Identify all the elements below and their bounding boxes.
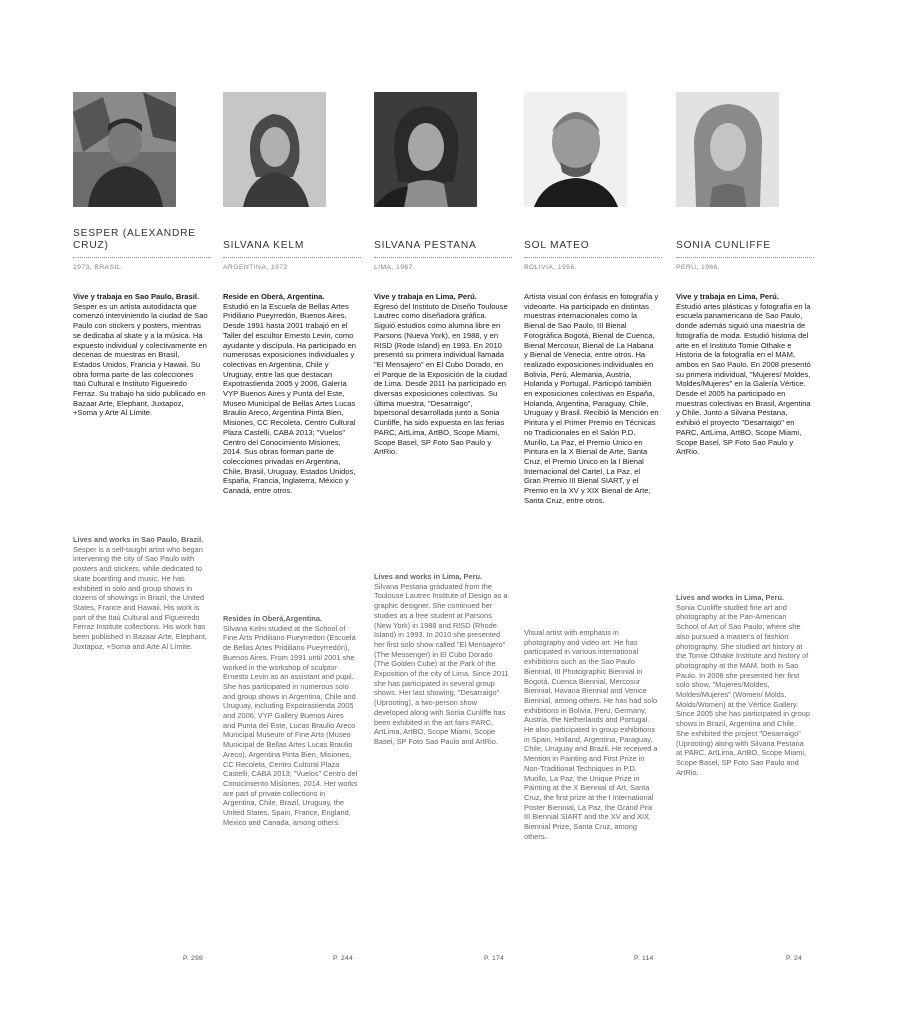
bio-spanish-text: Artista visual con énfasis en fotografía y videoarte. Ha participado en distintas muestras internacionales como la Bienal de Sao Paulo, III Bienal Fotográfica Bogotá, Bienal de Cuenca, Bienal Mercosur, Bienal de La Habana y Bienal de Venecia, entre otros. Ha realizado exposiciones individuales en Bolivia, Perú, Alemania, Austria, Holanda y Portugal. Participó también en exposiciones colectivas en España, Holanda, Argentina, Paraguay, Chile, Uruguay y Brasil. Recibió la Mención en Pintura y el Primer Premio en Técnicas no Tradicionales en el Salón P.D. Murillo, La Paz, el Premio Único en Pintura en la X Bienal de Arte, Santa Cruz, el Premio Único en la I Bienal Internacional del Cartel, La Paz, el Gran Premio III Bienal SIART, y el Premio en la XV y XIX Bienal de Arte, Santa Cruz, entre otros.: [524, 292, 659, 505]
bio-english-heading: Lives and works in Lima, Peru.: [676, 593, 785, 602]
bio-english: [374, 572, 509, 747]
bio-english: [524, 628, 659, 841]
page-reference: P. 174: [484, 955, 504, 962]
divider: [676, 257, 814, 258]
page-reference: P. 114: [634, 955, 654, 962]
artist-portrait-photo: [374, 92, 477, 207]
artist-name: SILVANA KELM: [223, 240, 305, 251]
artist-origin: ARGENTINA, 1972: [223, 264, 288, 271]
bio-spanish-text: Estudió en la Escuela de Bellas Artes Pridiliano Pueyrredón, Buenos Aires. Desde 1991 hasta 2001 trabajó en el Taller del escultor Ernesto Levin, como ayudante y discípula. Ha participado en numerosas exposiciones individuales y colectivas en Argentina, Chile y Uruguay, entre las que destacan Expotrastienda 2005 y 2006, Galería VYP Buenos Aires y Punta del Este, Museo Municipal de Bellas Artes Lucas Braulio Areco, Argentina Pinta Bien, Misiones, CC Recoleta, Centro Cultural Plaza Castelli, CABA 2013; "Vuelos" Centro del Conocimiento Misiones, 2014. Sus obras forman parte de colecciones privadas en Argentina, Chile, Brasil, Uruguay, Estados Unidos, España, Francia, Inglaterra, México y Canadá, entre otros.: [223, 301, 356, 496]
artist-origin: 1973, BRASIL.: [73, 264, 124, 271]
bio-english-heading: Lives and works in Sao Paulo, Brazil.: [73, 535, 204, 544]
bio-english-heading: Lives and works in Lima, Peru.: [374, 572, 483, 581]
artist-portrait-photo: [676, 92, 779, 207]
artist-portrait-photo: [524, 92, 627, 207]
bio-spanish-text: Sesper es un artista autodidacta que comenzó interviniendo la ciudad de Sao Paulo con stickers y posters, mientras se dedicaba al skate y a la música. Ha expuesto individual y colectivamente en decenas de muestras en Brasil, Estados Unidos, Francia y Hawaii. Su obra forma parte de las colecciones Itaú Cultural e Instituto Figueiredo Ferraz. Su trabajo ha sido publicado en Bazaar Arte, Elephant, Juxtapoz, +Soma y Arte Al Límite.: [73, 301, 208, 418]
artist-column-silvana-kelm: [223, 0, 365, 1024]
artist-origin: LIMA, 1967.: [374, 264, 416, 271]
divider: [73, 257, 211, 258]
bio-english: [223, 614, 358, 827]
bio-spanish-heading: Vive y trabaja en Sao Paulo, Brasil.: [73, 292, 200, 301]
bio-spanish: [374, 292, 509, 457]
bio-english: [73, 535, 208, 651]
bio-spanish-heading: Vive y trabaja en Lima, Perú.: [676, 292, 779, 301]
bio-english: [676, 593, 811, 777]
bio-spanish-heading: Vive y trabaja en Lima, Perú.: [374, 292, 477, 301]
divider: [524, 257, 662, 258]
bio-english-heading: Resides in Oberá,Argentina.: [223, 614, 322, 623]
artist-name: SESPER (ALEXANDRE CRUZ): [73, 228, 196, 251]
bio-english-text: Silvana Pestana graduated from the Toulouse Lautrec Institute of Design as a graphic designer. She continued her studies as a free student at Parsons (New York) in 1988 and RISD (Rhode Island) in 1993. In 2010 she presented her first solo show called "El Mensajero" (The Messenger) in El Cubo Dorado (The Golden Cube) at the Park of the Exposition of the city of Lima. Since 2011 she has participated in several group shows. Her last showing, "Desarraigo" (Uprooting), a two-person show developed along with Sonia Cunliffe has been exhibited in the art fairs PARC, ArtLima, ArtBO, Scope Miami, Scope Basel, SP Foto Sao Paulo and ArtRio.: [374, 581, 509, 746]
bio-spanish-text: Estudió artes plásticas y fotografía en la escuela panamericana de Sao Paulo, donde además siguió una maestría de fotografía de moda. Estudió historia del arte en el Instituto Tomie Othake e Historia de la fotografía en el MAM, ambos en Sao Paulo. En 2008 presentó su primera individual, "Mujeres/ Moldes, Moldes/Mujeres" en la Galería Vértice. Desde el 2005 ha participado en muestras colectivas en Brasil, Argentina y Chile. Junto a Silvana Pestana, exhibió el proyecto "Desarraigo" en PARC, ArtLima, ArtBO, Scope Miami, Scope Basel, SP Foto Sao Paulo y ArtRio.: [676, 301, 811, 457]
bio-spanish-text: Egresó del Instituto de Diseño Toulouse Lautrec como diseñadora gráfica. Siguió estudios como alumna libre en Parsons (Nueva York), en 1988, y en RISD (Rode Island) en 1993. En 2010 presentó su primera individual llamada "El Mensajero" en El Cubo Dorado, en el Parque de la Exposición de la ciudad de Lima. Desde 2011 ha participado en diversas exposiciones colectivas. Su última muestra, "Desarraigo", bipersonal desarrollada junto a Sonia Cunliffe, ha sido expuesta en las ferias PARC, ArtLima, ArtBO, Scope Miami, Scope Basel, SP Foto Sao Paulo y ArtRio.: [374, 301, 508, 457]
bio-spanish: [223, 292, 358, 496]
artist-column-silvana-pestana: [374, 0, 516, 1024]
artist-portrait-photo: [223, 92, 326, 207]
bio-spanish: [73, 292, 208, 418]
bio-spanish: [524, 292, 659, 505]
artist-portrait-photo: [73, 92, 176, 207]
divider: [374, 257, 512, 258]
page-reference: P. 298: [183, 955, 203, 962]
bio-spanish-heading: Reside en Oberá, Argentina.: [223, 292, 325, 301]
artist-column-sol-mateo: [524, 0, 666, 1024]
bio-english-text: Sonia Cunliffe studied fine art and photography at the Pan-American School of Art of Sao Paulo, where she also pursued a master's of fashion photography. She studied art history at the Tomie Othake Institute and history of photography at the MAM, both in Sao Paulo. In 2008 she presented her first solo show, "Mujeres/Moldes, Moldes/Mujeres" (Women/ Molds, Molds/Women) at the Vértice Gallery. Since 2005 she has participated in group shows in Brazil, Argentina and Chile. She exhibited the project "Desarraigo" (Uprooting) along with Silvana Pestana at PARC, ArtLima, ArtBO, Scope Miami, Scope Basel, SP Foto Sao Paulo and ArtRio.: [676, 602, 810, 777]
artist-name: SONIA CUNLIFFE: [676, 240, 771, 251]
bio-english-text: Visual artist with emphasis in photography and video art. He has participated in various international exhibitions such as the Sao Paulo Biennial, III Photographic Biennial in Bogotá, Cuenca Biennial, Mercosur Biennial, Havana Biennial and Venice Biennial, among others. He has had solo exhibitions in Bolivia, Peru, Germany, Austria, the Netherlands and Portugal. He also participated in group exhibitions in Spain, Holland, Argentina, Paraguay, Chile, Uruguay and Brazil. He received a Mention in Painting and First Prize in Non-Traditional Techniques in P.D. Murillo, La Paz, the Unique Prize in Painting at the X Biennial of Art, Santa Cruz, the first prize at the I International Poster Biennial, La Paz, the Grand Prix III Biennial SIART and the XV and XIX Biennial Prize, Santa Cruz, among others.: [524, 628, 658, 841]
page-reference: P. 244: [333, 955, 353, 962]
artist-origin: BOLIVIA, 1956.: [524, 264, 577, 271]
bio-english-text: Silvana Kelm studied at the School of Fine Arts Pridiliano Pueyrredon (Escuela de Bellas Artes Pridiliano Pueyrredón), Buenos Aires. From 1991 until 2001 she worked in the workshop of sculptor Ernesto Levin as an assistant and pupil. She has participated in numerous solo and group shows in Argentina, Chile and Uruguay, including Expotrastienda 2005 and 2006, VYP Gallery Buenos Aires and Punta del Este, Lucas Braulio Areco Municipal Museum of Fine Arts (Museo Municipal de Bellas Artes Lucas Braulio Areco), Argentina Pinta Bien, Misiones, CC Recoleta, Centro Cultural Plaza Castelli, CABA 2013; "Vuelos" Centro del Conocimiento Misiones, 2014. Her works are part of private collections in Argentina, Chile, Brazil, Uruguay, the United States, Spain, France, England, Mexico and Canada, among others.: [223, 623, 358, 827]
artist-column-sesper: [73, 0, 215, 1024]
artist-origin: PERÚ, 1966.: [676, 264, 721, 271]
artist-name: SILVANA PESTANA: [374, 240, 477, 251]
artist-column-sonia-cunliffe: [676, 0, 818, 1024]
bio-spanish: [676, 292, 811, 457]
divider: [223, 257, 361, 258]
bio-english-text: Sesper is a self-taught artist who began intervening the city of Sao Paulo with posters and stickers, while dedicated to skate boarding and music. He has exhibited in solo and group shows in dozens of showings in Brazil, the United States, France and Hawaii. His work is part of the Itaú Cultural and Figueiredo Ferraz Institute collections. His work has been published in Bazaar Arte, Elephant, Juxtapoz, +Soma and Arte Al Límite.: [73, 544, 207, 651]
page-reference: P. 24: [786, 955, 802, 962]
artist-name: SOL MATEO: [524, 240, 590, 251]
